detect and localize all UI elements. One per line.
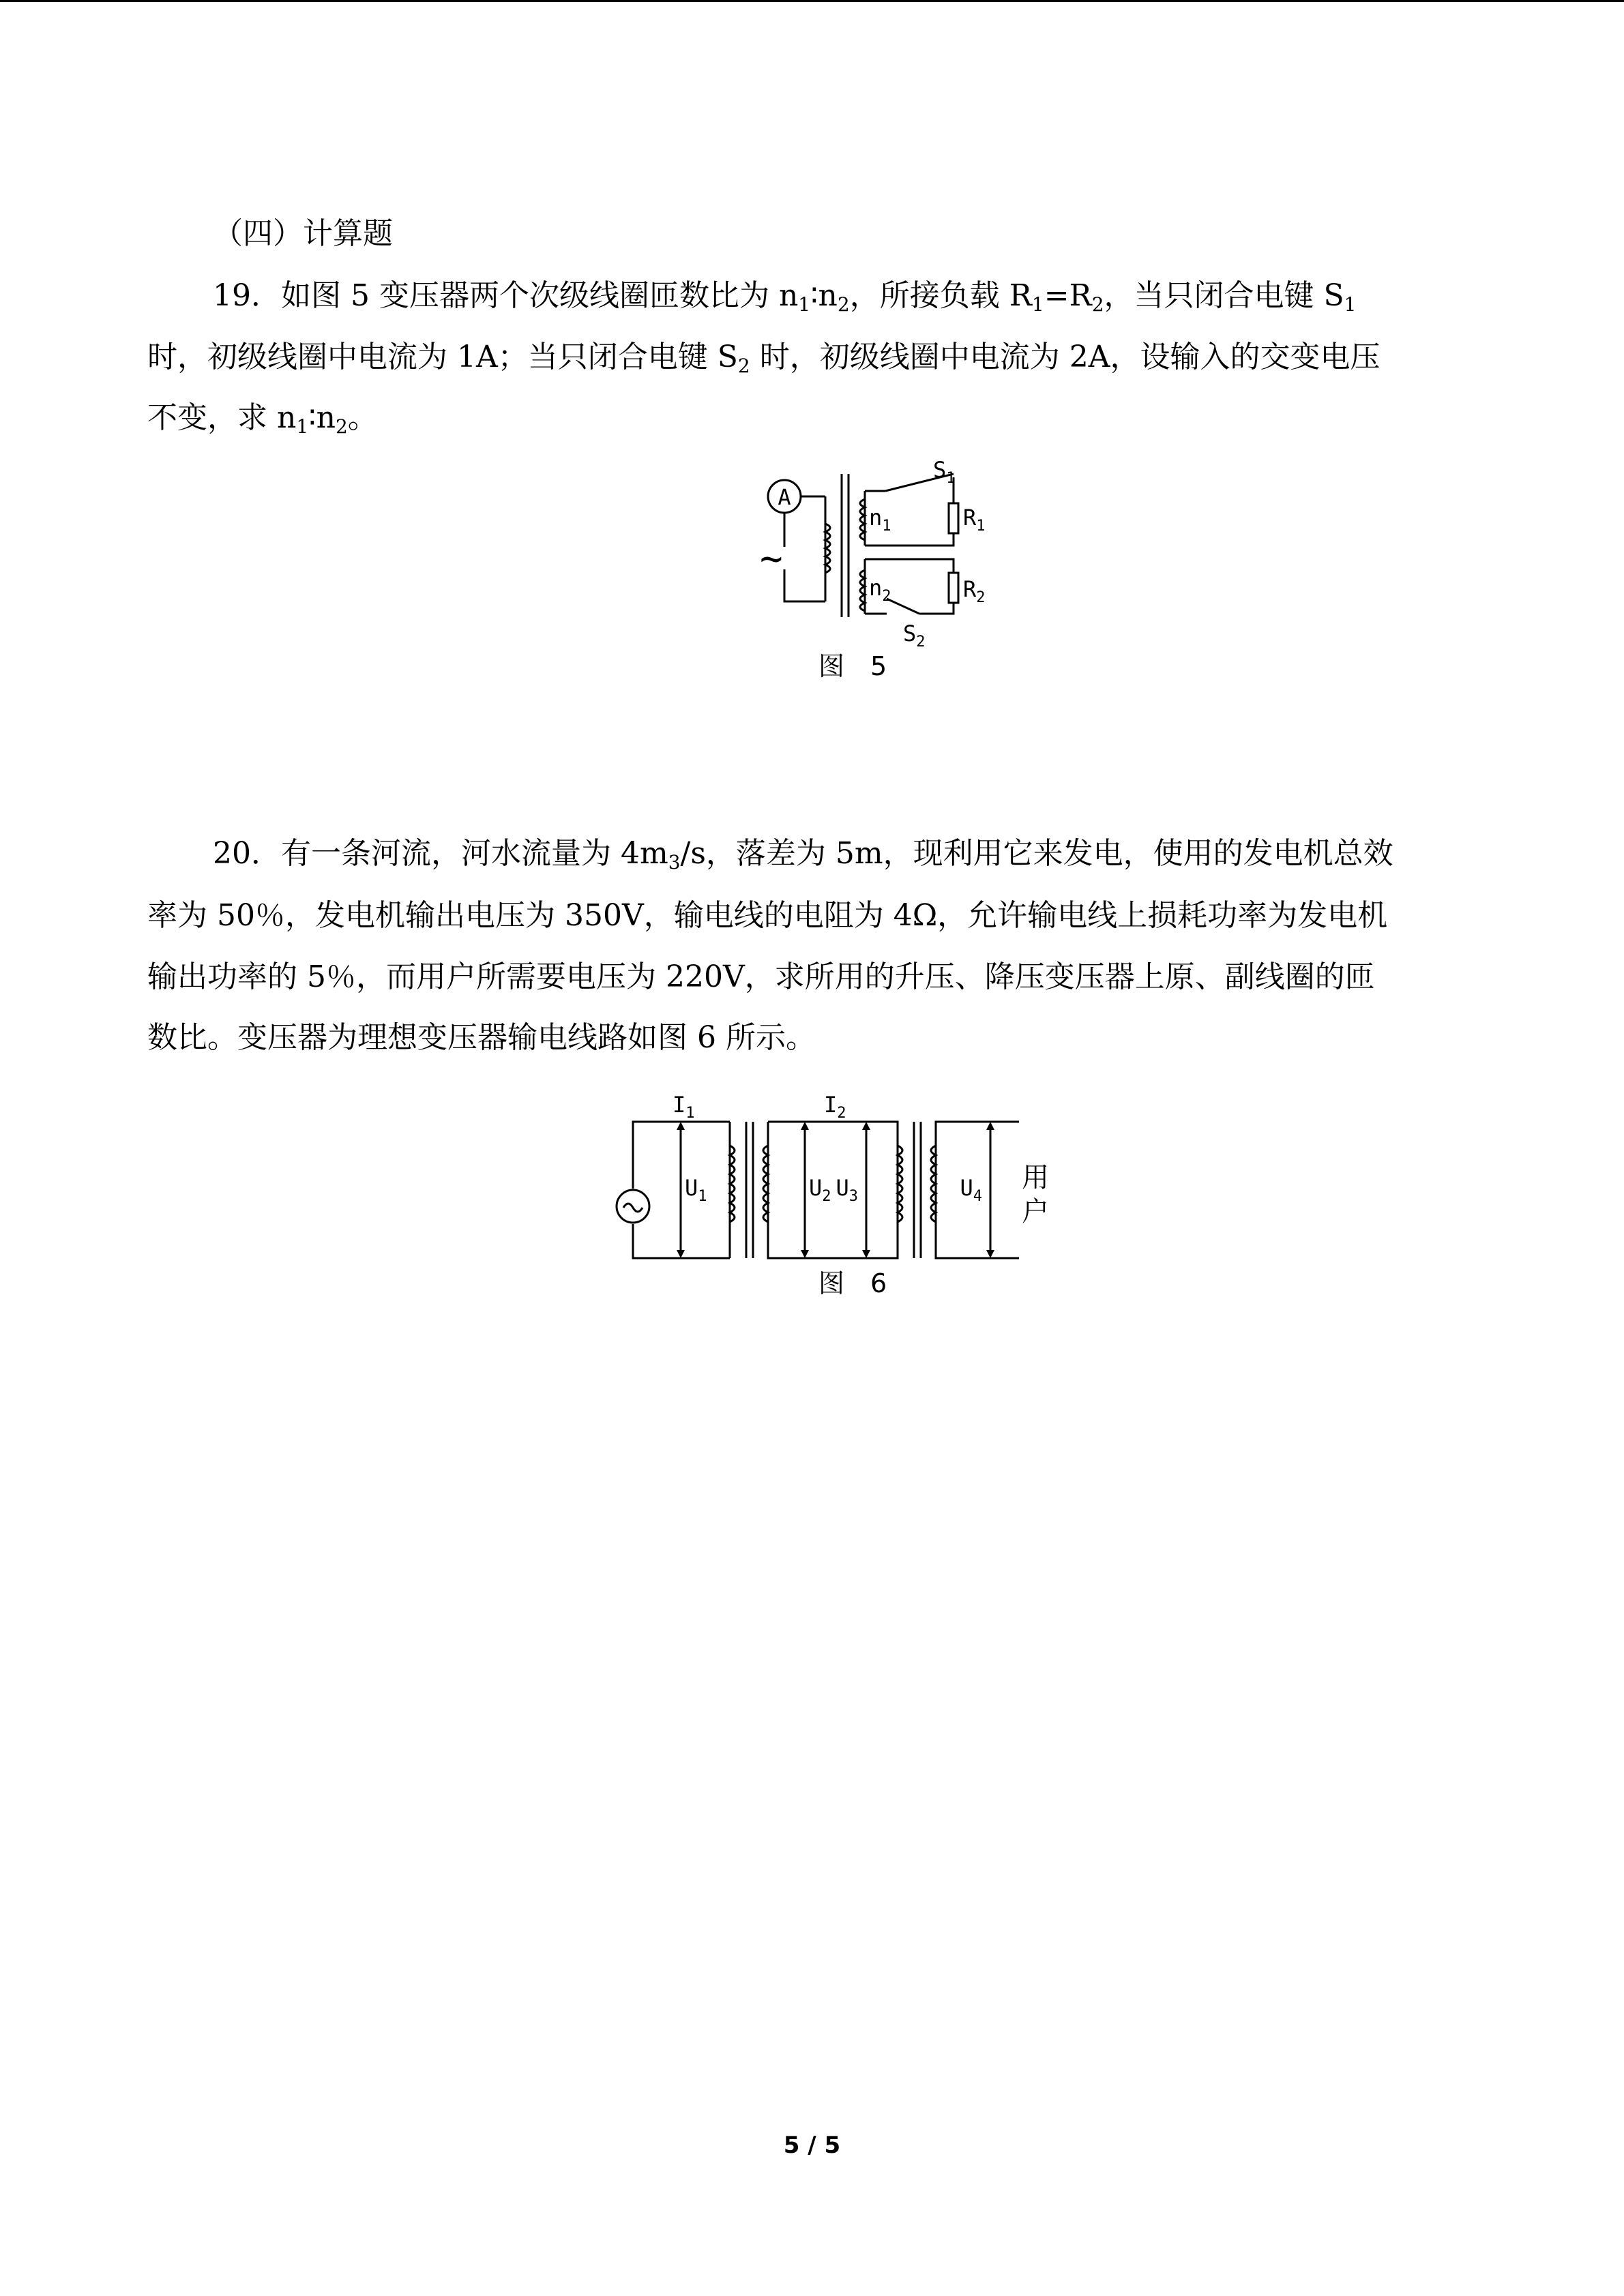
figure-6-caption: 图 6 [818, 1268, 887, 1298]
q19-line-1: 19．如图 5 变压器两个次级线圈匝数比为 $n_1∶n_2$，所接负载 $R_1=R_2$，当只闭合电键 $S_1$ [213, 278, 1357, 316]
label-u3: $U_3$ [836, 1175, 858, 1205]
q20-line-2: 率为 50％，发电机输出电压为 350V，输电线的电阻为 4Ω，允许输电线上损耗功率为发电机 [147, 898, 1388, 933]
top-border [0, 0, 1624, 2]
label-u2: $U_2$ [809, 1175, 831, 1205]
ammeter-label: A [778, 484, 791, 510]
page-number: 5 / 5 [783, 2132, 841, 2159]
label-i2: $I_2$ [824, 1092, 846, 1122]
figure-5-circuit [716, 450, 1057, 689]
label-r1: $R_1$ [963, 505, 986, 535]
q19-line-3: 不变，求 $n_1∶n_2$。 [147, 400, 378, 438]
label-n1: $n_1$ [869, 505, 891, 535]
label-i1: $I_1$ [673, 1092, 695, 1122]
label-r2: $R_2$ [963, 576, 986, 606]
q19-line-2: 时，初级线圈中电流为 1A；当只闭合电键 $S_2$ 时，初级线圈中电流为 2A，设输入的交变电压 [147, 340, 1381, 377]
label-user-2: 户 [1022, 1196, 1049, 1227]
q20-line-4: 数比。变压器为理想变压器输电线路如图 6 所示。 [147, 1020, 816, 1055]
label-s1: $S_1$ [933, 457, 956, 487]
label-user-1: 用 [1022, 1162, 1049, 1193]
q20-line-3: 输出功率的 5％，而用户所需要电压为 220V，求所用的升压、降压变压器上原、副线圈的匝 [147, 959, 1375, 994]
label-u1: $U_1$ [685, 1175, 707, 1205]
label-n2: $n_2$ [869, 575, 891, 605]
section-title: （四）计算题 [213, 216, 393, 251]
label-u4: $U_4$ [960, 1175, 982, 1205]
figure-6-transmission-circuit [600, 1081, 1078, 1306]
q20-line-1: 20．有一条河流，河水流量为 $4m_3/s$，落差为 5m，现利用它来发电，使用的发电机总效 [213, 836, 1393, 874]
label-s2: $S_2$ [903, 621, 926, 651]
ac-source-symbol: ~ [760, 537, 783, 581]
figure-5-caption: 图 5 [818, 651, 887, 681]
